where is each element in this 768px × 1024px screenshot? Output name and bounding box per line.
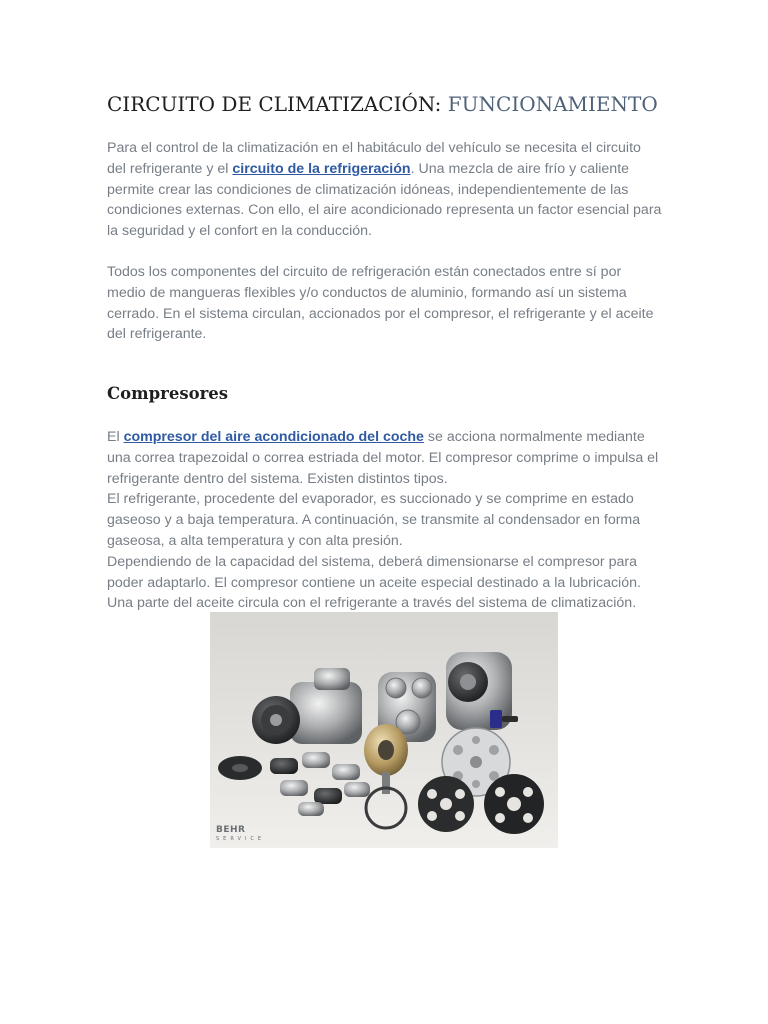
intro-paragraph [107, 138, 663, 242]
title-main: CIRCUITO DE CLIMATIZACIÓN: [107, 92, 448, 116]
compressor-paragraph [107, 427, 663, 614]
compressor-text-line2: El refrigerante, procedente del evaporador, es succionado y se comprime en estado gaseoso y a baja temperatura. A continuación, se transmite al condensador en forma gaseosa, a alta temperatura y con alta presión. [107, 491, 641, 549]
intro-text-a: Para el control de la climatización en el habitáculo del vehículo se necesita el circuito del refrigerante y el [107, 140, 641, 177]
compressor-left [252, 668, 362, 744]
brand-name: BEHR [216, 825, 246, 835]
compressor-link[interactable]: compresor del aire acondicionado del coche [123, 429, 424, 445]
section-heading-compresores: Compresores [107, 384, 229, 403]
intro-text-b: . Una mezcla de aire frío y caliente permite crear las condiciones de climatización idóneas, independientemente de las condiciones externas. Con ello, el aire acondicionado representa un factor esencial para la seguridad y el confort en la conducción. [107, 160, 662, 240]
page-title [107, 92, 658, 116]
clutch-pulley [364, 724, 408, 794]
compressor-text-b: se acciona normalmente mediante una correa trapezoidal o correa estriada del motor. El compresor comprime o impulsa el refrigerante dentro del sistema. Existen distintos tipos. [107, 429, 659, 487]
compressor-text-line3: Dependiendo de la capacidad del sistema, deberá dimensionarse el compresor para poder adaptarlo. El compresor contiene un aceite especial destinado a la lubricación. Una parte del aceite circula con el refrigerante a través del sistema de climatización. [107, 553, 641, 612]
brand-subtitle: SERVICE [216, 836, 266, 842]
compressor-right [446, 652, 518, 730]
pistons [270, 752, 370, 816]
refrigeration-circuit-link[interactable]: circuito de la refrigeración [232, 160, 411, 177]
components-paragraph: Todos los componentes del circuito de refrigeración están conectados entre sí por medio de mangueras flexibles y/o conductos de aluminio, formando así un sistema cerrado. En el sistema circulan, accionados por el compresor, el refrigerante y el aceite del refrigerante. [107, 264, 654, 343]
compressor-parts-illustration [210, 612, 558, 848]
gaskets [366, 774, 544, 834]
title-accent: FUNCIONAMIENTO [447, 92, 658, 116]
compressor-text-a: El [107, 429, 124, 445]
swash-plate [218, 756, 262, 780]
compressor-parts-photo [210, 612, 558, 848]
behr-logo [216, 825, 265, 842]
